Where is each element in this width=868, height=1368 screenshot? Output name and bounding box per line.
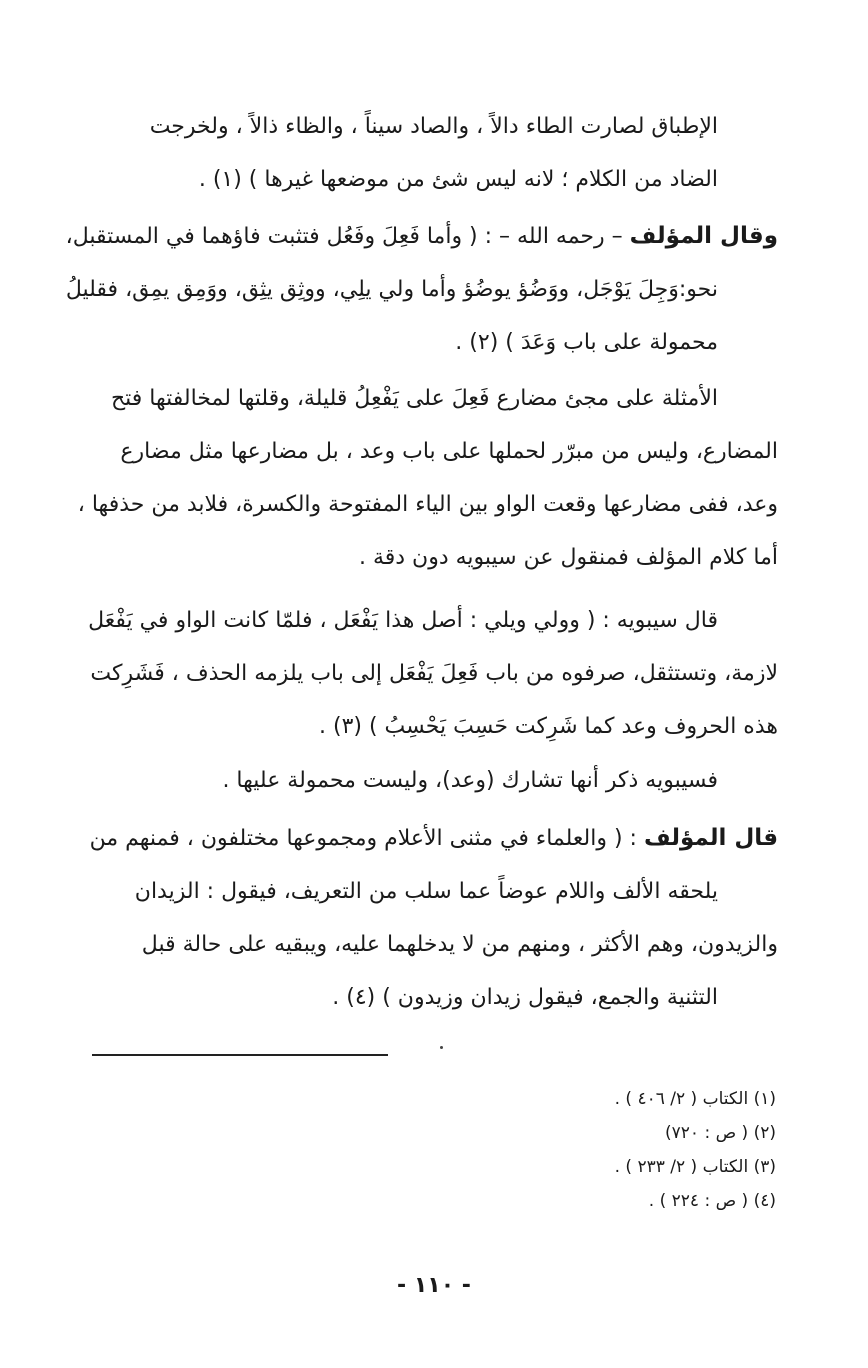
text-line: يلحقه الألف واللام عوضاً عما سلب من التعريف، فيقول : الزيدان: [134, 879, 718, 904]
text-line: الإطباق لصارت الطاء دالاً ، والصاد سيناً ، والظاء ذالاً ، ولخرجت: [149, 114, 718, 139]
text-line: وعد، ففى مضارعها وقعت الواو بين الياء المفتوحة والكسرة، فلابد من حذفها ،: [77, 492, 778, 517]
footnote-1: (١) الكتاب ( ٢/ ٤٠٦ ) .: [614, 1089, 776, 1109]
page-number: - ١١٠ -: [397, 1273, 471, 1298]
footnotes: [376, 1082, 776, 1218]
author-heading: وقال المؤلف: [629, 223, 778, 249]
footnote-2: (٢) ( ص : ٧٢٠): [665, 1123, 776, 1143]
text-line: محمولة على باب وَعَدَ ) (٢) .: [455, 330, 718, 355]
text-line: قال سيبويه : ( وولي ويلي : أصل هذا يَفْعَل ، فلمّا كانت الواو في يَفْعَل: [88, 608, 718, 633]
text-line: والزيدون، وهم الأكثر ، ومنهم من لا يدخلهما عليه، ويبقيه على حالة قبل: [141, 932, 778, 957]
text-line: المضارع، وليس من مبرّر لحملها على باب وعد ، بل مضارعها مثل مضارع: [120, 439, 778, 464]
text-line: أما كلام المؤلف فمنقول عن سيبويه دون دقة .: [358, 545, 778, 570]
text-line: فسيبويه ذكر أنها تشارك (وعد)، وليست محمولة عليها .: [222, 768, 718, 793]
paragraph-2: [40, 210, 778, 369]
footnote-3: (٣) الكتاب ( ٢/ ٢٣٣ ) .: [614, 1157, 776, 1177]
text-line: التثنية والجمع، فيقول زيدان وزيدون ) (٤) .: [332, 985, 718, 1010]
text-line: الأمثلة على مجئ مضارع فَعِلَ على يَفْعِلُ قليلة، وقلتها لمخالفتها فتح: [110, 386, 718, 411]
paragraph-3: [40, 372, 778, 584]
author-heading: قال المؤلف: [643, 825, 778, 851]
paragraph-1: [40, 100, 778, 206]
footnote-4: (٤) ( ص : ٢٢٤ ) .: [648, 1191, 776, 1211]
paragraph-6: [40, 812, 778, 1024]
text-line: [40, 210, 778, 263]
text-line: [40, 812, 778, 865]
text-segment: : ( والعلماء في مثنى الأعلام ومجموعها مختلفون ، فمنهم من: [89, 826, 644, 851]
ink-speck: [440, 1046, 443, 1049]
text-line: الضاد من الكلام ؛ لانه ليس شئ من موضعها غيرها ) (١) .: [198, 167, 718, 192]
footnote-separator: [92, 1054, 388, 1056]
paragraph-4: [40, 594, 778, 753]
text-line: لازمة، وتستثقل، صرفوه من باب فَعِلَ يَفْعَل إلى باب يلزمه الحذف ، فَشَرِكت: [90, 661, 778, 686]
text-segment: – رحمه الله – : ( وأما فَعِلَ وفَعُل فتثبت فاؤهما في المستقبل،: [65, 224, 630, 249]
paragraph-5: [40, 754, 778, 807]
text-line: هذه الحروف وعد كما شَرِكت حَسِبَ يَحْسِبُ ) (٣) .: [318, 714, 778, 739]
text-line: نحو:وَجِلَ يَوْجَل، ووَضُؤ يوضُؤ وأما ولي يلِي، ووثِق يثِق، ووَمِق يمِق، فقليلُ: [65, 277, 718, 302]
